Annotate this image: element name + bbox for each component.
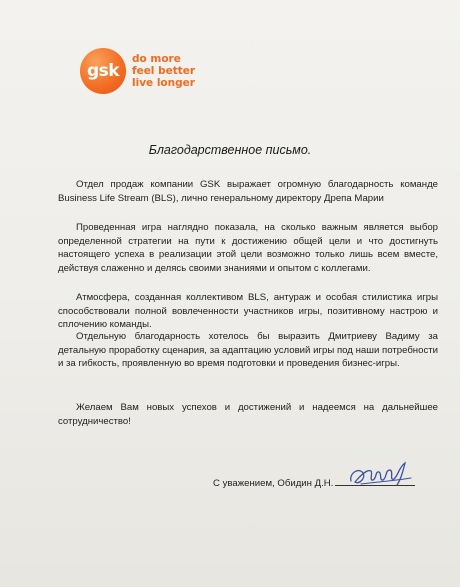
letter-title: Благодарственное письмо. [148,143,312,157]
paragraph-2 [58,221,438,275]
paragraph-5 [58,401,438,428]
tagline-line-3: live longer [132,77,195,89]
gsk-logo-mark: gsk [80,48,126,94]
paragraph-1 [58,178,438,205]
paragraph-3-text: Атмосфера, созданная коллективом BLS, антураж и особая стилистика игры способствовали полной вовлеченности участников игры, позитивному настрою и сплочению команды. [58,292,438,330]
paragraph-3 [58,291,438,332]
paragraph-2-text: Проведенная игра наглядно показала, на сколько важным является выбор определенной стратегии на пути к достижению общей цели и что достигнуть настоящего успеха в реализации этой цели возможно только лишь всем вместе, действуя слаженно и делясь своими знаниями и опытом с коллегами. [58,222,438,274]
paragraph-4 [58,330,438,371]
gsk-logo-tagline [132,53,195,89]
paragraph-5-text: Желаем Вам новых успехов и достижений и надеемся на дальнейшее сотрудничество! [58,402,438,427]
handwritten-signature-icon [345,455,417,495]
signature-text: С уважением, Обидин Д.Н. [213,478,334,489]
gsk-logo [80,48,195,94]
tagline-line-2: feel better [132,65,196,77]
paragraph-1-text: Отдел продаж компании GSK выражает огромную благодарность команде Business Life Stream (BLS), лично генеральному директору Дрепа Марии [58,179,438,204]
paragraph-4-text: Отдельную благодарность хотелось бы выразить Дмитриеву Вадиму за детальную проработку сценария, за адаптацию условий игры под наши потребности и за гибкость, проявленную во время подготовки и проведения бизнес-игры. [58,331,438,369]
tagline-line-1: do more [132,53,181,65]
